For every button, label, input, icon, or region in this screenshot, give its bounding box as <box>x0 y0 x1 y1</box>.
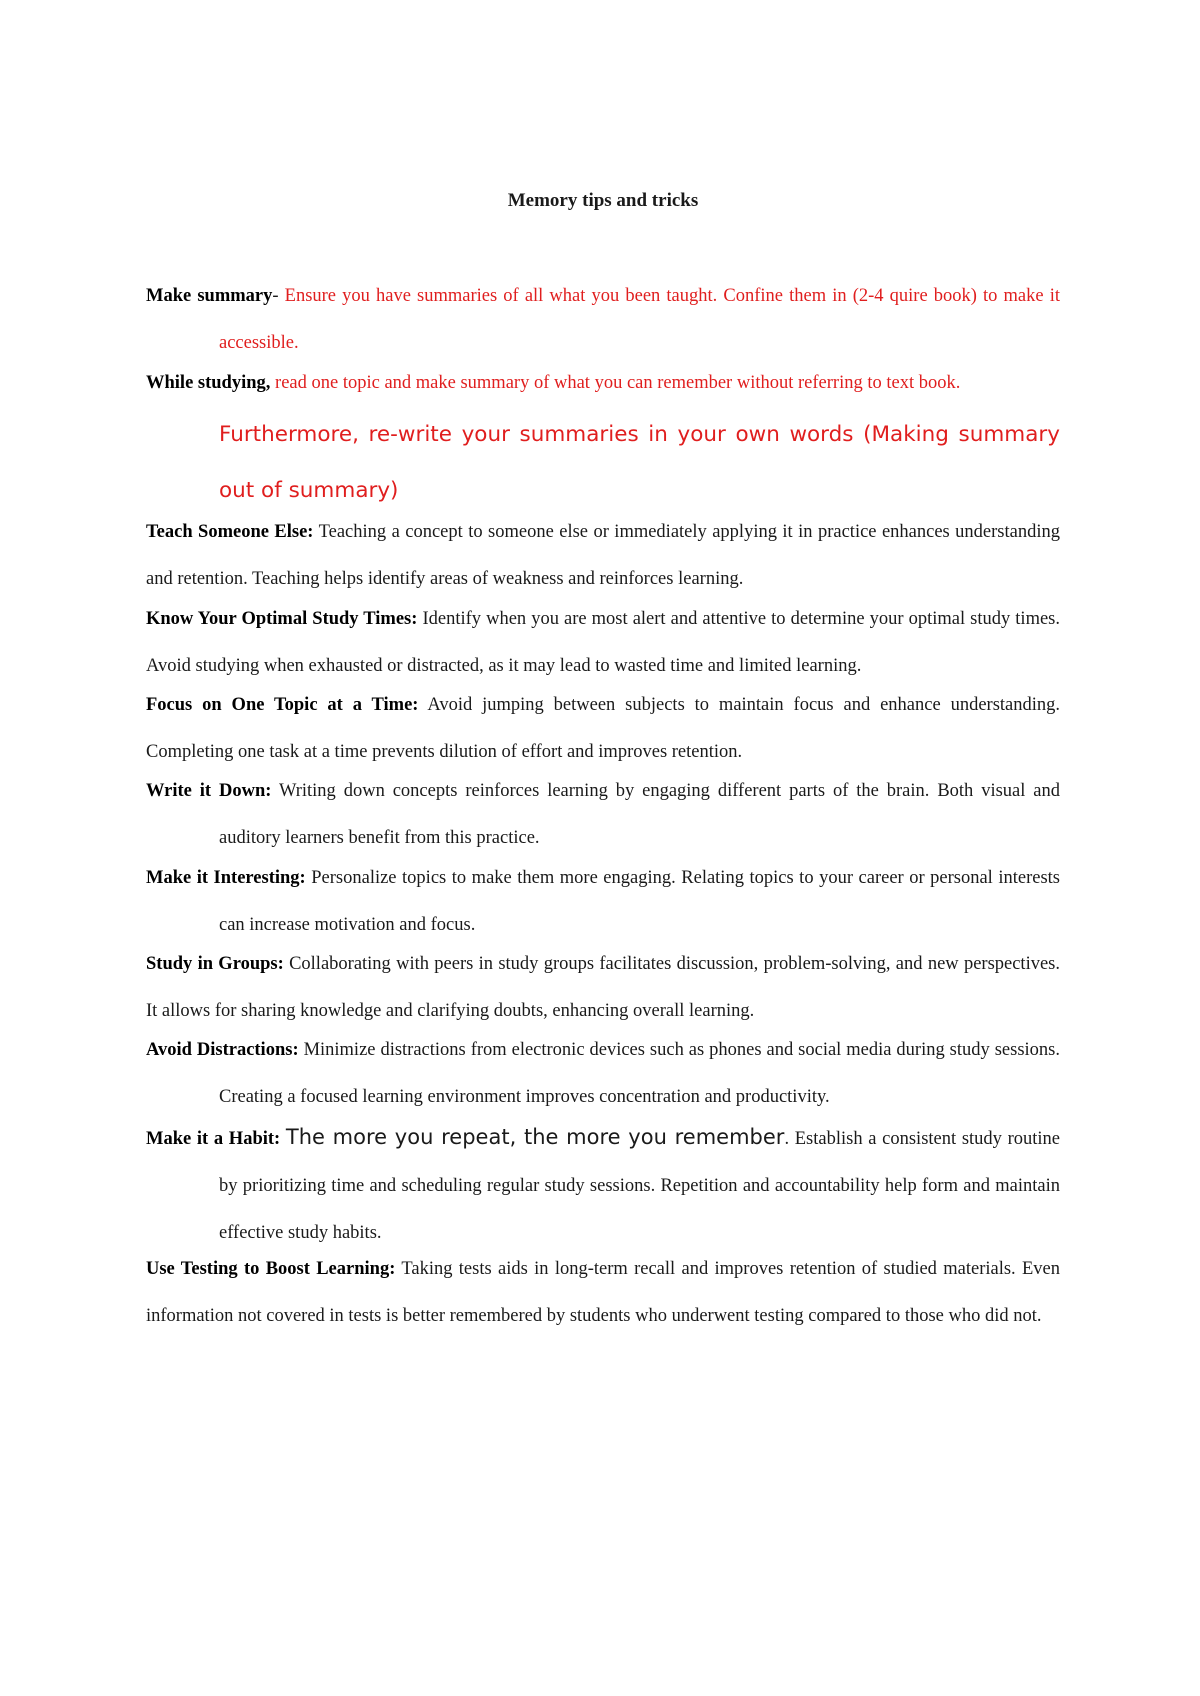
section-text: Identify when you are most alert and attentive to determine your optimal study times. Avoid studying when exhausted or distracted, as it may lead to wasted time and limited learning. <box>146 609 1060 676</box>
section-heading: Avoid Distractions: <box>146 1040 299 1060</box>
section-text: . Establish a consistent study routine by prioritizing time and scheduling regular study sessions. Repetition and accountability help form and maintain effective study habits. <box>219 1129 1060 1243</box>
section-text: Avoid jumping between subjects to maintain focus and enhance understanding. Completing one task at a time prevents dilution of effort and improves retention. <box>146 695 1061 762</box>
section-heading: Know Your Optimal Study Times: <box>146 609 418 629</box>
section-focus-one-topic <box>146 682 1060 776</box>
section-text: Personalize topics to make them more engaging. Relating topics to your career or personal interests can increase motivation and focus. <box>219 868 1061 935</box>
section-heading: Focus on One Topic at a Time: <box>146 695 419 715</box>
section-make-summary: Make summary- Ensure you have summaries of all what you been taught. Confine them in (2-4 quire book) to make it accessible. <box>146 286 1060 353</box>
section-text: Writing down concepts reinforces learning by engaging different parts of the brain. Both visual and auditory learners benefit from this practice. <box>219 781 1061 848</box>
section-text: read one topic and make summary of what you can remember without referring to text book. <box>275 373 961 393</box>
section-text: Teaching a concept to someone else or immediately applying it in practice enhances understanding and retention. Teaching helps identify areas of weakness and reinforces learning. <box>146 522 1060 589</box>
section-avoid-distractions <box>146 1027 1060 1121</box>
section-furthermore: Furthermore, re-write your summaries in your own words (Making summary out of summary) <box>219 422 1060 503</box>
section-write-it-down <box>146 768 1060 862</box>
section-text: Ensure you have summaries of all what you been taught. Confine them in (2-4 quire book) to make it accessible. <box>219 286 1060 353</box>
section-heading: Make summary <box>146 286 273 306</box>
section-while-studying <box>146 360 1060 407</box>
section-make-it-a-habit <box>146 1114 1060 1257</box>
section-heading: Use Testing to Boost Learning: <box>146 1259 396 1279</box>
section-teach-someone-else <box>146 509 1060 603</box>
section-optimal-study-times <box>146 596 1060 690</box>
section-use-testing <box>146 1246 1060 1340</box>
section-emphasis: The more you repeat, the more you remember <box>285 1125 785 1149</box>
section-heading: Study in Groups: <box>146 954 284 974</box>
section-heading: While studying, <box>146 373 271 393</box>
section-heading: Make it a Habit: <box>146 1129 281 1149</box>
section-text: Minimize distractions from electronic devices such as phones and social media during study sessions. Creating a focused learning environment improves concentration and productivity. <box>219 1040 1060 1107</box>
section-make-it-interesting <box>146 855 1060 949</box>
section-text: Collaborating with peers in study groups facilitates discussion, problem-solving, and new perspectives. It allows for sharing knowledge and clarifying doubts, enhancing overall learning. <box>146 954 1061 1021</box>
section-heading: Make it Interesting: <box>146 868 306 888</box>
document-title: Memory tips and tricks <box>507 190 699 211</box>
section-heading: Write it Down: <box>146 781 272 801</box>
section-heading: Teach Someone Else: <box>146 522 314 542</box>
section-text: Taking tests aids in long-term recall and improves retention of studied materials. Even information not covered in tests is better remembered by students who underwent testing compared to those who did not. <box>146 1259 1061 1326</box>
section-study-in-groups <box>146 941 1060 1035</box>
